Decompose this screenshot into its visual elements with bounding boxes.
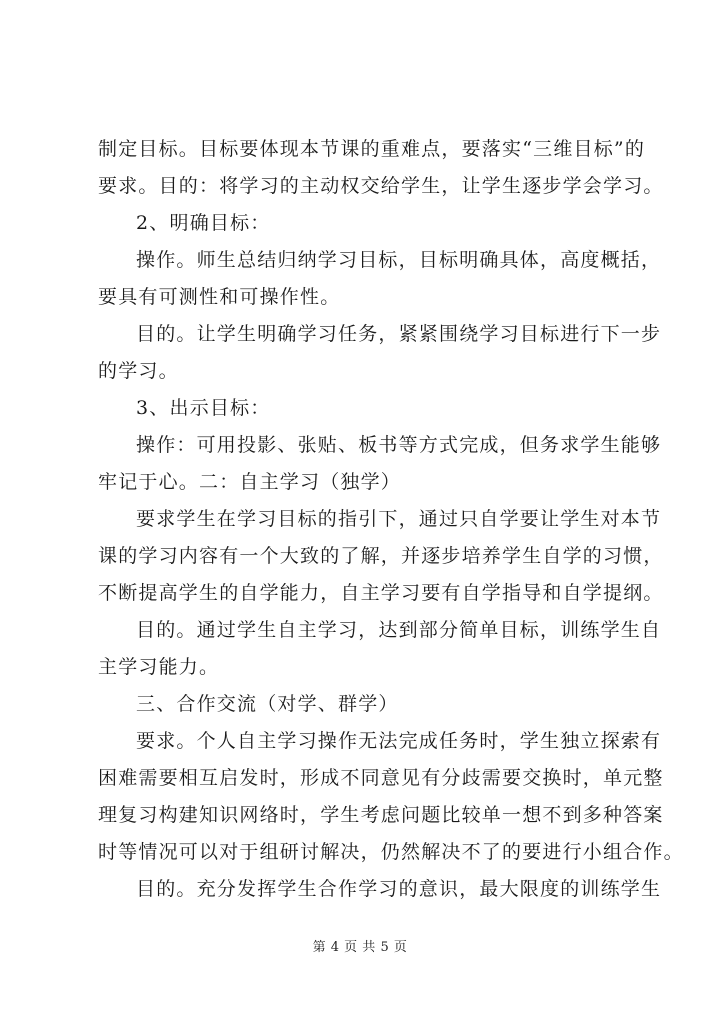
paragraph-line: 不断提高学生的自学能力，自主学习要有自学指导和自学提纲。 — [98, 582, 664, 604]
paragraph-line: 要求。目的：将学习的主动权交给学生，让学生逐步学会学习。 — [98, 175, 664, 197]
paragraph-line: 时等情况可以对于组研讨解决，仍然解决不了的要进行小组合作。 — [98, 841, 684, 863]
section-heading: 3、出示目标： — [136, 397, 271, 419]
paragraph-line: 要具有可测性和可操作性。 — [98, 286, 341, 308]
paragraph-line: 理复习构建知识网络时，学生考虑问题比较单一想不到多种答案 — [98, 804, 664, 826]
paragraph-line: 要求。个人自主学习操作无法完成任务时，学生独立探索有 — [136, 730, 662, 752]
paragraph-line: 困难需要相互启发时，形成不同意见有分歧需要交换时，单元整 — [98, 767, 664, 789]
paragraph-line: 目的。让学生明确学习任务，紧紧围绕学习目标进行下一步 — [136, 323, 662, 345]
paragraph-line: 课的学习内容有一个大致的了解，并逐步培养学生自学的习惯， — [98, 545, 664, 567]
paragraph-line: 操作：可用投影、张贴、板书等方式完成，但务求学生能够 — [136, 434, 662, 456]
paragraph-line: 主学习能力。 — [98, 656, 220, 678]
section-heading: 2、明确目标： — [136, 212, 271, 234]
paragraph-line: 目的。通过学生自主学习，达到部分简单目标，训练学生自 — [136, 619, 662, 641]
paragraph-line: 牢记于心。二：自主学习（独学） — [98, 471, 402, 493]
paragraph-line: 的学习。 — [98, 360, 179, 382]
paragraph-line: 操作。师生总结归纳学习目标，目标明确具体，高度概括， — [136, 249, 662, 271]
page-number-footer: 第 4 页 共 5 页 — [312, 940, 408, 955]
section-heading: 三、合作交流（对学、群学） — [136, 693, 399, 715]
paragraph-line: 目的。充分发挥学生合作学习的意识，最大限度的训练学生 — [136, 878, 662, 900]
paragraph-line: 要求学生在学习目标的指引下，通过只自学要让学生对本节 — [136, 508, 662, 530]
paragraph-line: 制定目标。目标要体现本节课的重难点，要落实“三维目标”的 — [98, 138, 646, 160]
